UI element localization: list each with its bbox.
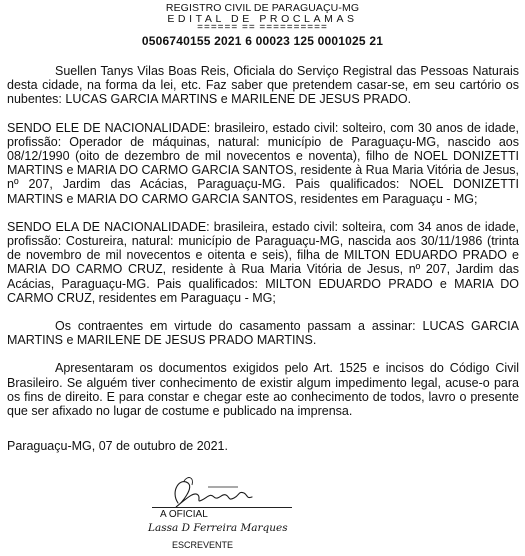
officer-role: ESCREVENTE: [172, 540, 234, 550]
officer-stamp-name: Lassa D Ferreira Marques: [148, 522, 288, 534]
document-title: EDITAL DE PROCLAMAS: [167, 13, 358, 26]
document-header: [0, 3, 525, 48]
issue-date: Paraguaçu-MG, 07 de outubro de 2021.: [7, 439, 228, 453]
document-body: [7, 64, 519, 432]
intro-paragraph: Suellen Tanys Vilas Boas Reis, Oficiala do Serviço Registral das Pessoas Naturais desta cidade, na forma da lei, etc. Faz saber que pretendem casar-se, em seu cartório os nubentes: LUCAS GARCIA MARTINS e MARILENE DE JESUS PRADO.: [7, 64, 519, 107]
registry-office-name: REGISTRO CIVIL DE PARAGUAÇU-MG: [165, 2, 360, 14]
married-names-paragraph: Os contraentes em virtude do casamento passam a assinar: LUCAS GARCIA MARTINS e MARILENE DE JESUS PRADO MARTINS.: [7, 319, 519, 348]
groom-paragraph: SENDO ELE DE NACIONALIDADE: brasileiro, estado civil: solteiro, com 30 anos de idade, profissão: Operador de máquinas, natural: município de Paraguaçu-MG, nascido aos 08/12/1990 (oito de dezembro de mil novecentos e noventa), filho de NOEL DONIZETTI MARTINS e MARIA DO CARMO GARCIA SANTOS, residente à Rua Maria Vitória de Jesus, nº 207, Jardim das Acácias, Paraguaçu-MG. Pais qualificados: NOEL DONIZETTI MARTINS e MARIA DO CARMO GARCIA SANTOS, residentes em Paraguaçu - MG;: [7, 120, 519, 206]
protocol-number: 0506740155 2021 6 00023 125 0001025 21: [141, 34, 384, 49]
title-underline: ====== == ==========: [197, 22, 328, 34]
officer-title: A OFICIAL: [160, 509, 208, 520]
closing-paragraph: Apresentaram os documentos exigidos pelo Art. 1525 e incisos do Código Civil Brasileiro. Se alguém tiver conhecimento de existir algum impedimento legal, acuse-o para os fins de direito. E para constar e chegar este ao conhecimento de todos, lavro o presente que ser afixado no lugar de costume e publicado na imprensa.: [7, 361, 519, 419]
bride-paragraph: SENDO ELA DE NACIONALIDADE: brasileira, estado civil: solteira, com 34 anos de idade, profissão: Costureira, natural: município de Paraguaçu-MG, nascida aos 30/11/1986 (trinta de novembro de mil novecentos e oitenta e seis), filha de MILTON EDUARDO PRADO e MARIA DO CARMO CRUZ, residente à Rua Maria Vitória de Jesus, nº 207, Jardim das Acácias, Paraguaçu-MG. Pais qualificados: MILTON EDUARDO PRADO e MARIA DO CARMO CRUZ, residentes em Paraguaçu - MG;: [7, 219, 519, 305]
signature-line: [152, 507, 292, 508]
